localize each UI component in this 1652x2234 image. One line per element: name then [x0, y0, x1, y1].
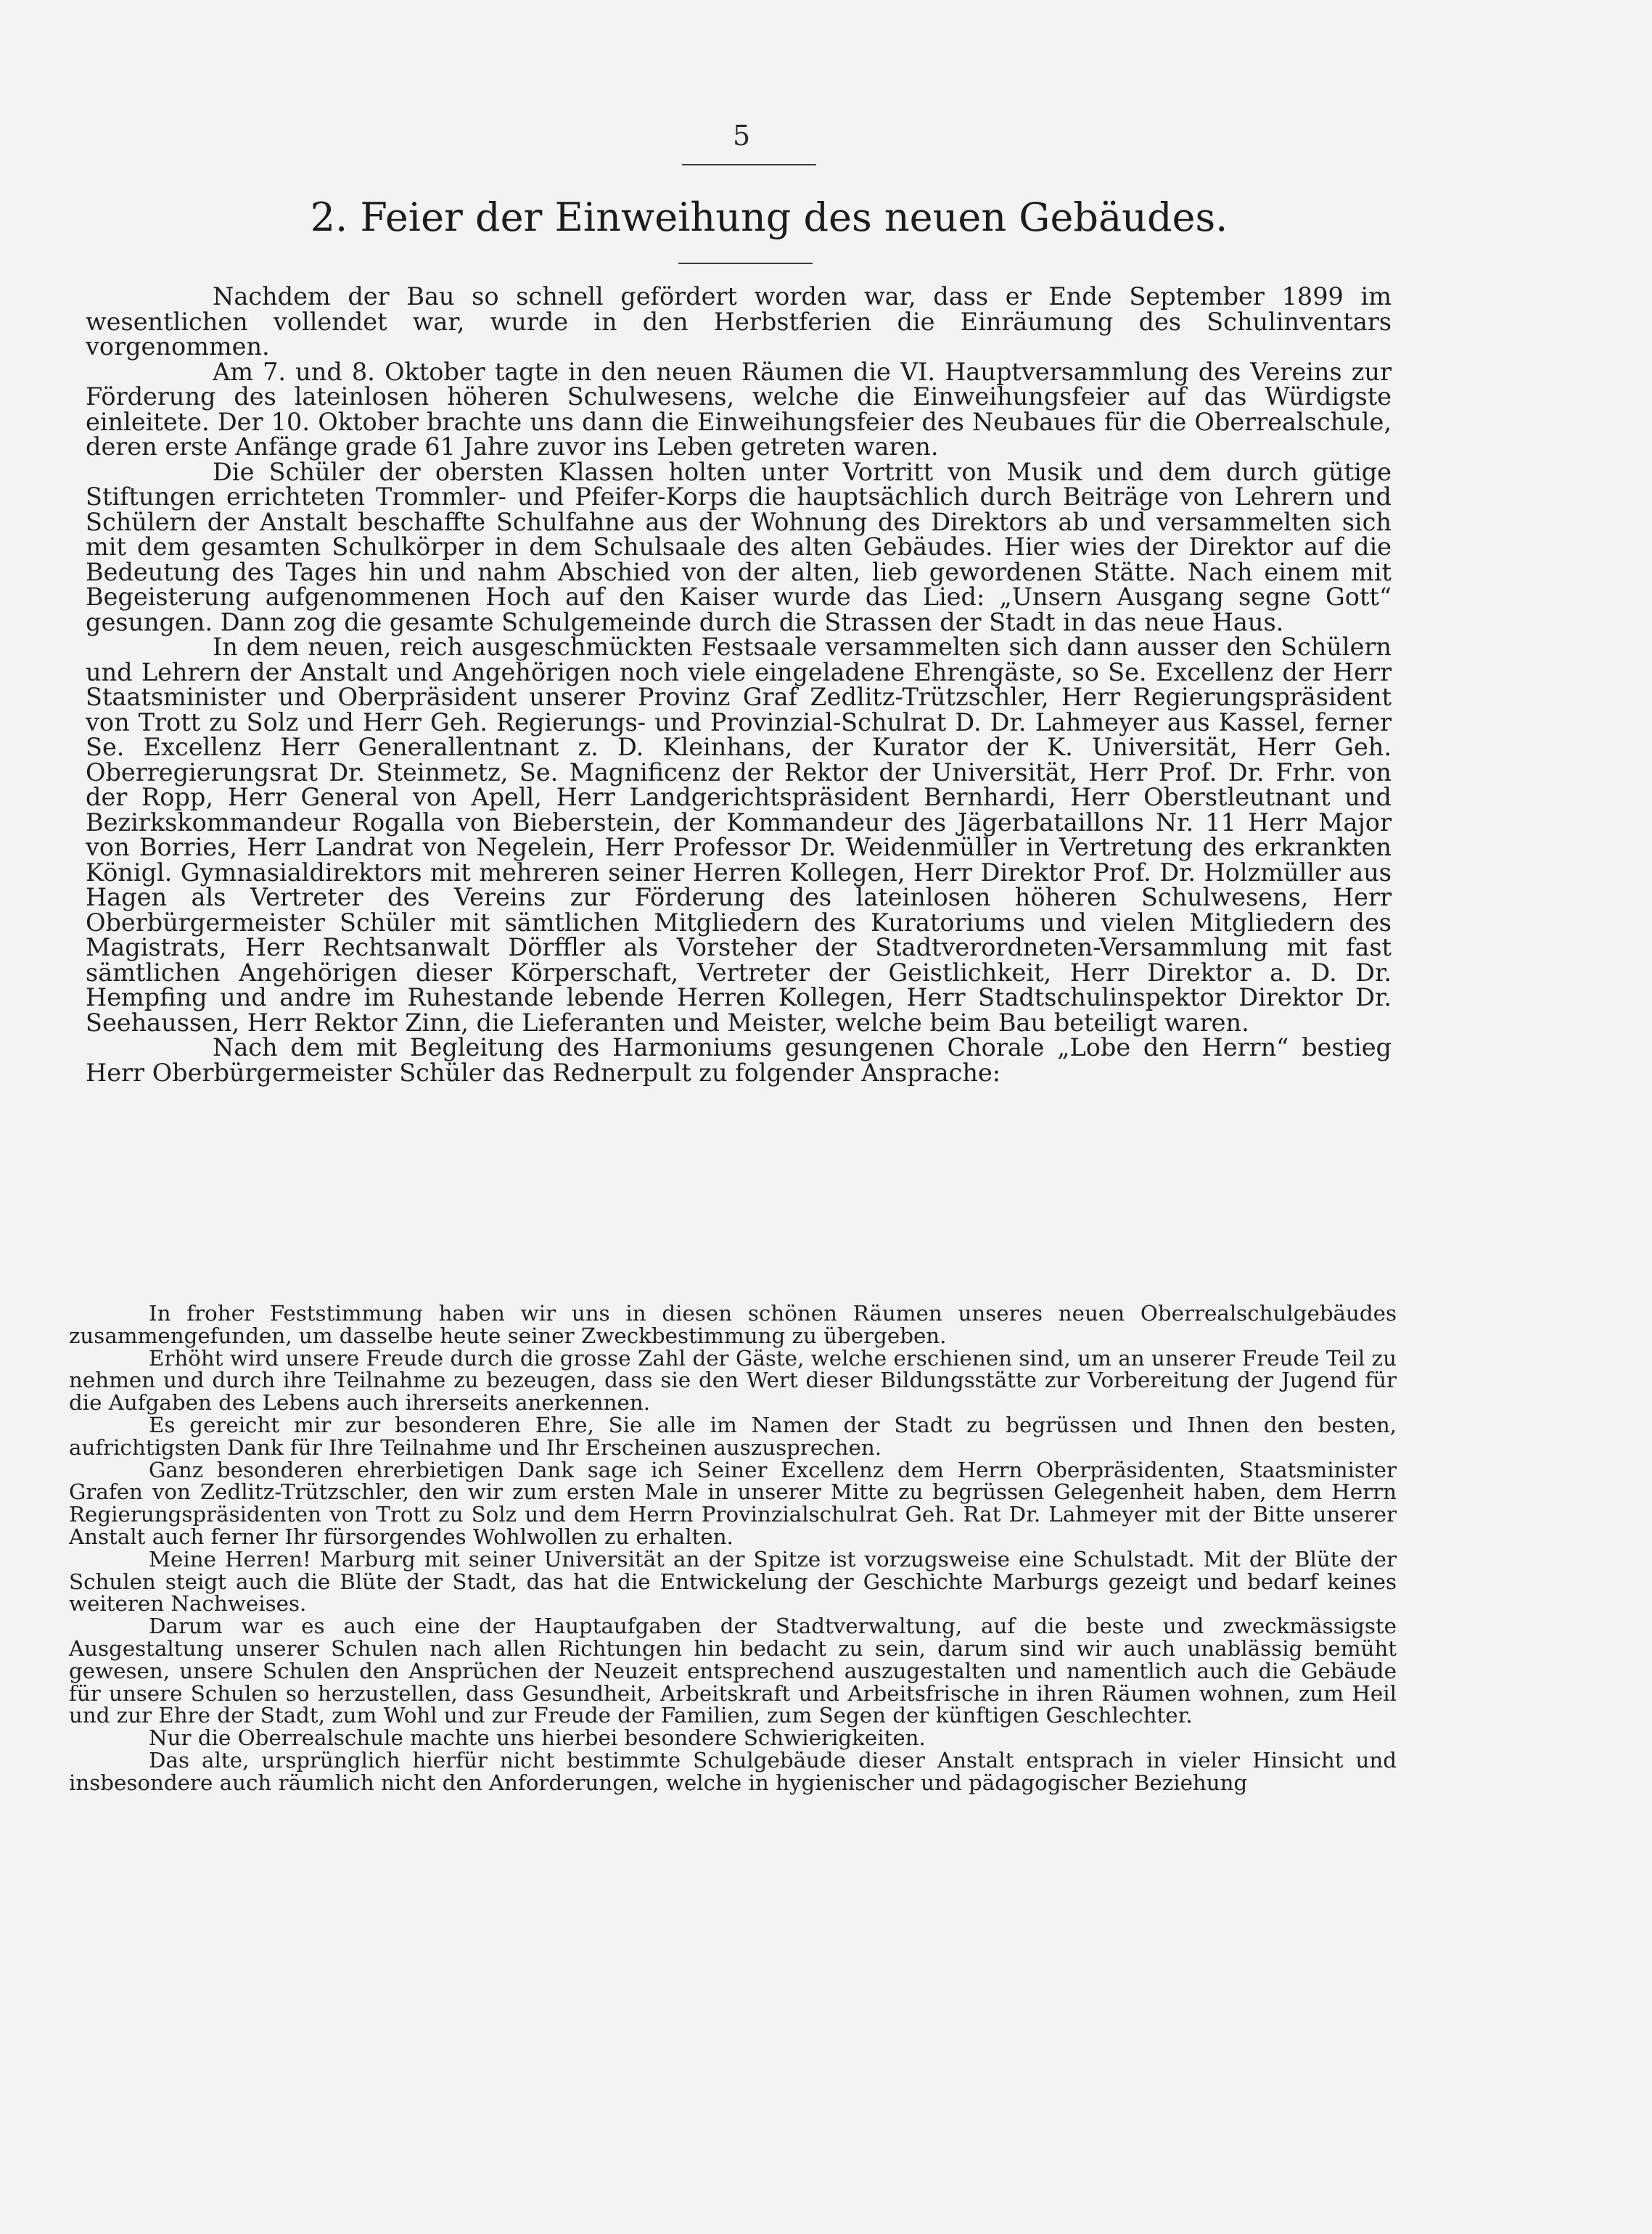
paragraph: Nachdem der Bau so schnell gefördert worden war, dass er Ende September 1899 im wesentlichen vollendet war, wurde in den Herbstferien die Einräumung des Schulinventars vorgenommen.	[86, 282, 1392, 361]
speech-paragraph: Das alte, ursprünglich hierfür nicht bestimmte Schulgebäude dieser Anstalt entsprach in vieler Hinsicht und insbesondere auch räumlich nicht den Anforderungen, welche in hygienischer und pädagogischer Beziehung	[69, 1747, 1397, 1795]
speech-paragraph: Ganz besonderen ehrerbietigen Dank sage ich Seiner Excellenz dem Herrn Oberpräsidenten, Staatsminister Grafen von Zedlitz-Trützschler, den wir zum ersten Male in unserer Mitte zu begrüssen Gelegenheit haben, dem Herrn Regierungspräsidenten von Trott zu Solz und dem Herrn Provinzialschulrat Geh. Rat Dr. Lahmeyer mit der Bitte unserer Anstalt auch ferner Ihr fürsorgendes Wohlwollen zu erhalten.	[69, 1457, 1397, 1549]
paragraph: Die Schüler der obersten Klassen holten unter Vortritt von Musik und dem durch gütige Stiftungen errichteten Trommler- und Pfeifer-Korps die hauptsächlich durch Beiträge von Lehrern und Schülern der Anstalt beschaffte Schulfahne aus der Wohnung des Direktors ab und versammelten sich mit dem gesamten Schulkörper in dem Schulsaale des alten Gebäudes. Hier wies der Direktor auf die Bedeutung des Tages hin und nahm Abschied von der alten, lieb gewordenen Stätte. Nach einem mit Begeisterung aufgenommenen Hoch auf den Kaiser wurde das Lied: „Unsern Ausgang segne Gott“ gesungen. Dann zog die gesamte Schulgemeinde durch die Strassen der Stadt in das neue Haus.	[86, 457, 1392, 636]
body-text	[86, 284, 1392, 1085]
speech-paragraph: In froher Feststimmung haben wir uns in diesen schönen Räumen unseres neuen Oberrealschulgebäudes zusammengefunden, um dasselbe heute seiner Zweckbestimmung zu übergeben.	[69, 1301, 1397, 1348]
speech-paragraph: Es gereicht mir zur besonderen Ehre, Sie alle im Namen der Stadt zu begrüssen und Ihnen den besten, aufrichtigsten Dank für Ihre Teilnahme und Ihr Erscheinen auszusprechen.	[69, 1412, 1397, 1460]
paragraph: Am 7. und 8. Oktober tagte in den neuen Räumen die VI. Hauptversammlung des Vereins zur Förderung des lateinlosen höheren Schulwesens, welche die Einweihungsfeier auf das Würdigste einleitete. Der 10. Oktober brachte uns dann die Einweihungsfeier des Neubaues für die Oberrealschule, deren erste Anfänge grade 61 Jahre zuvor ins Leben getreten waren.	[86, 357, 1392, 461]
speech-paragraph: Nur die Oberrealschule machte uns hierbei besondere Schwierigkeiten.	[149, 1725, 926, 1751]
speech-paragraph: Erhöht wird unsere Freude durch die grosse Zahl der Gäste, welche erschienen sind, um an unserer Freude Teil zu nehmen und durch ihre Teilnahme zu bezeugen, dass sie den Wert dieser Bildungsstätte zur Vorbereitung der Jugend für die Aufgaben des Lebens auch ihrerseits anerkennen.	[69, 1345, 1397, 1416]
paragraph: In dem neuen, reich ausgeschmückten Festsaale versammelten sich dann ausser den Schülern und Lehrern der Anstalt und Angehörigen noch viele eingeladene Ehrengäste, so Se. Excellenz der Herr Staatsminister und Oberpräsident unserer Provinz Graf Zedlitz-Trützschler, Herr Regierungspräsident von Trott zu Solz und Herr Geh. Regierungs- und Provinzial-Schulrat D. Dr. Lahmeyer aus Kassel, ferner Se. Excellenz Herr Generallentnant z. D. Kleinhans, der Kurator der K. Universität, Herr Geh. Oberregierungsrat Dr. Steinmetz, Se. Magnificenz der Rektor der Universität, Herr Prof. Dr. Frhr. von der Ropp, Herr General von Apell, Herr Landgerichtspräsident Bernhardi, Herr Oberstleutnant und Bezirkskommandeur Rogalla von Bieberstein, der Kommandeur des Jägerbataillons Nr. 11 Herr Major von Borries, Herr Landrat von Negelein, Herr Professor Dr. Weidenmüller in Vertretung des erkrankten Königl. Gymnasialdirektors mit mehreren seiner Herren Kollegen, Herr Direktor Prof. Dr. Holzmüller aus Hagen als Vertreter des Vereins zur Förderung des lateinlosen höheren Schulwesens, Herr Oberbürgermeister Schüler mit sämtlichen Mitgliedern des Kuratoriums und vielen Mitgliedern des Magistrats, Herr Rechtsanwalt Dörffler als Vorsteher der Stadtverordneten-Versammlung mit fast sämtlichen Angehörigen dieser Körperschaft, Vertreter der Geistlichkeit, Herr Direktor a. D. Dr. Hempfing und andre im Ruhestande lebende Herren Kollegen, Herr Stadtschulinspektor Direktor Dr. Seehaussen, Herr Rektor Zinn, die Lieferanten und Meister, welche beim Bau beteiligt waren.	[86, 633, 1392, 1037]
speech-paragraph: Darum war es auch eine der Hauptaufgaben der Stadtverwaltung, auf die beste und zweckmässigste Ausgestaltung unserer Schulen nach allen Richtungen hin bedacht zu sein, darum sind wir auch unablässig bemüht gewesen, unsere Schulen den Ansprüchen der Neuzeit entsprechend auszugestalten und namentlich auch die Gebäude für unsere Schulen so herzustellen, dass Gesundheit, Arbeitskraft und Arbeitsfrische in ihren Räumen wohnen, zum Heil und zur Ehre der Stadt, zum Wohl und zur Freude der Familien, zum Segen der künftigen Geschlechter.	[69, 1614, 1397, 1728]
page-number: 5	[733, 120, 751, 152]
top-rule	[682, 164, 816, 165]
title-rule	[678, 263, 813, 264]
speech-text	[69, 1302, 1397, 1794]
speech-paragraph: Meine Herren! Marburg mit seiner Universität an der Spitze ist vorzugsweise eine Schulstadt. Mit der Blüte der Schulen steigt auch die Blüte der Stadt, das hat die Entwickelung der Geschichte Marburgs gezeigt und bedarf keines weiteren Nachweises.	[69, 1546, 1397, 1617]
section-title: 2. Feier der Einweihung des neuen Gebäudes.	[310, 194, 1228, 240]
paragraph: Nach dem mit Begleitung des Harmoniums gesungenen Chorale „Lobe den Herrn“ bestieg Herr Oberbürgermeister Schüler das Rednerpult zu folgender Ansprache:	[86, 1033, 1392, 1087]
